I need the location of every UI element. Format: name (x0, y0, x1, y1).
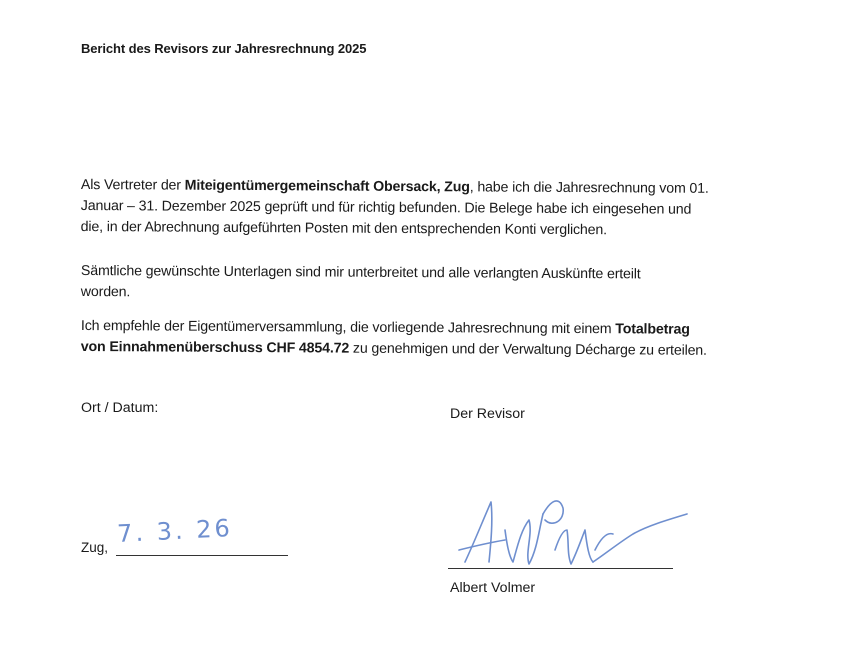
place-date-label: Ort / Datum: (81, 400, 159, 416)
paragraph-text: Januar – 31. Dezember 2025 geprüft und für richtig befunden. Die Belege habe ich eingesehen und (80, 197, 692, 218)
community-name: Miteigentümergemeinschaft Obersack, Zug (184, 177, 470, 196)
paragraph-text: Ich empfehle der Eigentümerversammlung, die vorliegende Jahresrechnung mit einem (80, 317, 616, 338)
date-underline (116, 555, 288, 556)
document-title: Bericht des Revisors zur Jahresrechnung 2025 (81, 41, 367, 56)
paragraph-confirmation (81, 175, 781, 242)
paragraph-text: Als Vertreter der (80, 176, 185, 194)
handwritten-date: 7. 3. 26 (116, 513, 234, 548)
paragraph-text: Sämtliche gewünschte Unterlagen sind mir unterbreitet und alle verlangten Auskünfte erteilt (80, 262, 641, 283)
paragraph-recommendation (81, 316, 781, 362)
paragraph-text: , habe ich die Jahresrechnung vom 01. (469, 179, 709, 197)
signer-name: Albert Volmer (450, 580, 536, 596)
paragraph-text: die, in der Abrechnung aufgeführten Posten mit den entsprechenden Konti verglichen. (80, 218, 607, 239)
paragraph-documents (81, 261, 781, 307)
auditor-label: Der Revisor (450, 406, 525, 422)
place-text: Zug, (81, 540, 109, 555)
surplus-amount: von Einnahmenüberschuss CHF 4854.72 (80, 338, 350, 357)
total-label: Totalbetrag (615, 321, 690, 338)
paragraph-text: worden. (80, 283, 131, 301)
auditor-signature (455, 490, 690, 570)
paragraph-text: zu genehmigen und der Verwaltung Décharge zu erteilen. (349, 340, 707, 359)
signature-line (448, 568, 673, 569)
